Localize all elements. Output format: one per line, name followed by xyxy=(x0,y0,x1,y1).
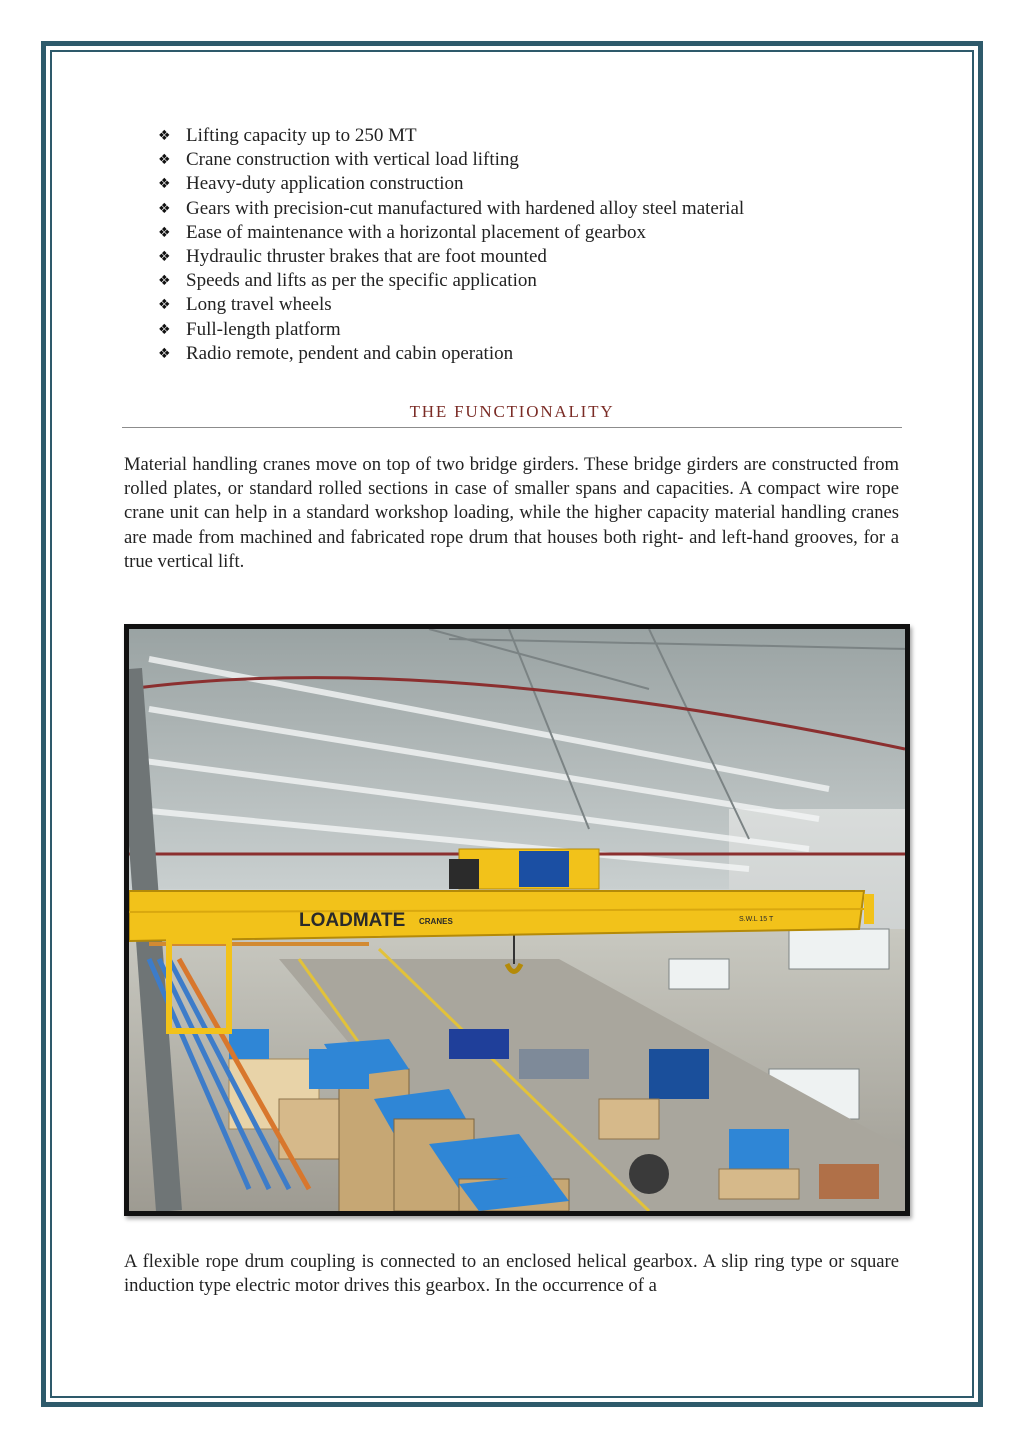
diamond-bullet-icon: ❖ xyxy=(158,321,171,338)
crane-plate-label: S.W.L 15 T xyxy=(739,916,774,923)
feature-text: Long travel wheels xyxy=(186,294,332,316)
list-item xyxy=(158,124,744,148)
diamond-bullet-icon: ❖ xyxy=(158,176,171,193)
list-item xyxy=(158,342,744,366)
list-item xyxy=(158,293,744,317)
feature-text: Hydraulic thruster brakes that are foot mounted xyxy=(186,245,547,267)
diamond-bullet-icon: ❖ xyxy=(158,345,171,362)
feature-text: Gears with precision-cut manufactured with hardened alloy steel material xyxy=(186,197,745,219)
feature-text: Heavy-duty application construction xyxy=(186,173,464,195)
list-item xyxy=(158,148,744,172)
feature-text: Full-length platform xyxy=(186,318,341,340)
paragraph: A flexible rope drum coupling is connected to an enclosed helical gearbox. A slip ring type or square induction type electric motor drives this gearbox. In the occurrence of a xyxy=(124,1251,899,1297)
feature-text: Lifting capacity up to 250 MT xyxy=(186,125,417,146)
diamond-bullet-icon: ❖ xyxy=(158,297,171,314)
list-item xyxy=(158,269,744,293)
list-item xyxy=(158,172,744,196)
diamond-bullet-icon: ❖ xyxy=(158,224,171,241)
heading-divider xyxy=(122,427,902,428)
paragraph: Material handling cranes move on top of two bridge girders. These bridge girders are constructed from rolled plates, or standard rolled sections in case of smaller spans and capacities. A compact wire rope crane unit can help in a standard workshop loading, while the higher capacity material handling cranes are made from machined and fabricated rope drum that houses both right- and left-hand grooves, for a true vertical lift. xyxy=(124,454,899,572)
list-item xyxy=(158,221,744,245)
list-item xyxy=(158,245,744,269)
feature-list xyxy=(158,124,744,366)
list-item xyxy=(158,197,744,221)
feature-text: Speeds and lifts as per the specific application xyxy=(186,270,537,292)
diamond-bullet-icon: ❖ xyxy=(158,128,171,144)
section-heading: THE FUNCTIONALITY xyxy=(409,402,615,421)
list-item xyxy=(158,318,744,342)
diamond-bullet-icon: ❖ xyxy=(158,273,171,290)
diamond-bullet-icon: ❖ xyxy=(158,248,171,265)
crane-brand-label: LOADMATE xyxy=(299,910,406,931)
crane-brand-sub-label: CRANES xyxy=(419,917,453,926)
diamond-bullet-icon: ❖ xyxy=(158,200,171,217)
feature-text: Radio remote, pendent and cabin operation xyxy=(186,342,514,364)
feature-text: Ease of maintenance with a horizontal placement of gearbox xyxy=(186,221,647,243)
diamond-bullet-icon: ❖ xyxy=(158,152,171,169)
crane-photo xyxy=(124,624,910,1216)
feature-text: Crane construction with vertical load lifting xyxy=(186,149,519,171)
